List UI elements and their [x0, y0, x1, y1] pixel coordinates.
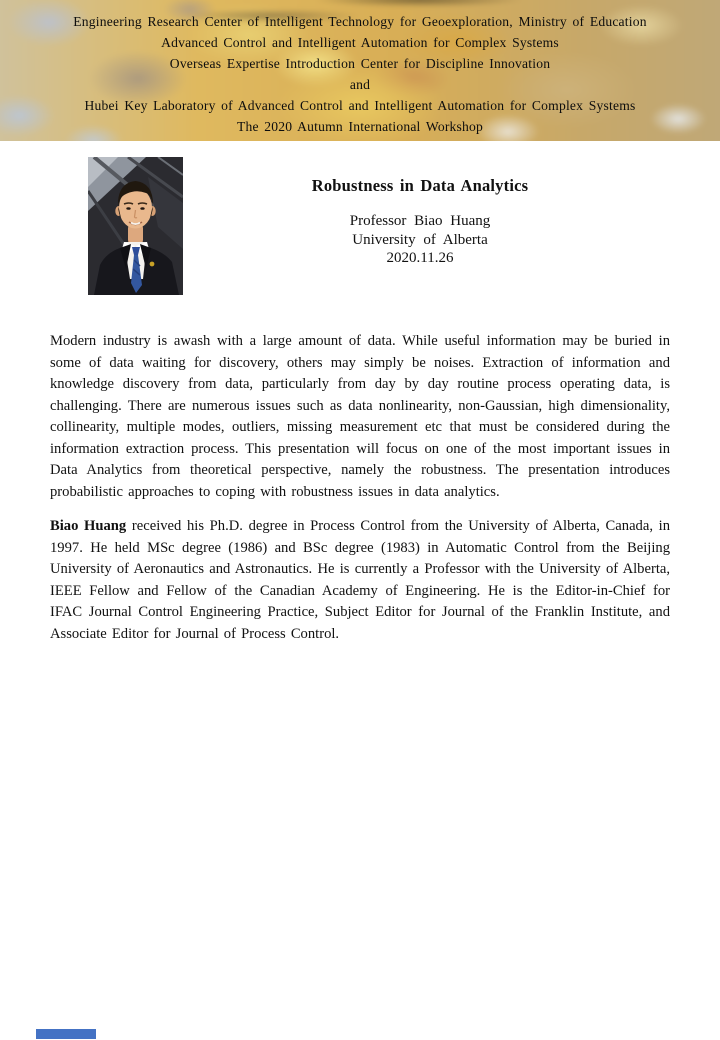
- title-block: [120, 176, 720, 268]
- abstract-paragraph: Modern industry is awash with a large amount of data. While useful information may be buried in some of data waiting for discovery, others may simply be noises. Extraction of information and knowledge discovery from data, particularly from day by day routine process operating data, is challenging. There are numerous issues such as data nonlinearity, non-Gaussian, high dimensionality, collinearity, multiple modes, outliers, missing measurement etc that must be considered during the information extraction process. This presentation will focus on one of the most important issues in Data Analytics from theoretical perspective, namely the robustness. The presentation introduces probabilistic approaches to coping with robustness issues in data analytics.: [50, 333, 670, 500]
- speaker-affiliation: University of Alberta: [352, 231, 488, 248]
- banner-line-3: Overseas Expertise Introduction Center for Discipline Innovation: [169, 56, 551, 71]
- banner-line-4: and: [349, 77, 371, 92]
- bio-speaker-name: Biao Huang: [50, 518, 127, 534]
- talk-title: Robustness in Data Analytics: [311, 176, 529, 195]
- banner-text: [0, 0, 720, 137]
- banner-line-1: Engineering Research Center of Intelligent Technology for Geoexploration, Ministry of Education: [73, 14, 647, 29]
- body-text: [50, 331, 670, 645]
- speaker-name: Professor Biao Huang: [349, 213, 491, 229]
- bio-text: received his Ph.D. degree in Process Control from the University of Alberta, Canada, in 1997. He held MSc degree (1986) and BSc degree (1983) in Automatic Control from the Beijing University of Aeronautics and Astronautics. He is currently a Professor with the University of Alberta, IEEE Fellow and Fellow of the Canadian Academy of Engineering. He is the Editor-in-Chief for IFAC Journal Control Engineering Practice, Subject Editor for Journal of the Franklin Institute, and Associate Editor for Journal of Process Control.: [50, 518, 670, 642]
- bio-paragraph: [50, 516, 670, 645]
- banner-line-2: Advanced Control and Intelligent Automation for Complex Systems: [161, 35, 559, 50]
- talk-date: 2020.11.26: [386, 250, 454, 267]
- banner-line-6: The 2020 Autumn International Workshop: [236, 119, 484, 134]
- banner-line-5: Hubei Key Laboratory of Advanced Control and Intelligent Automation for Complex Systems: [84, 98, 636, 113]
- footer-accent-bar: [36, 1029, 96, 1039]
- banner: [0, 0, 720, 141]
